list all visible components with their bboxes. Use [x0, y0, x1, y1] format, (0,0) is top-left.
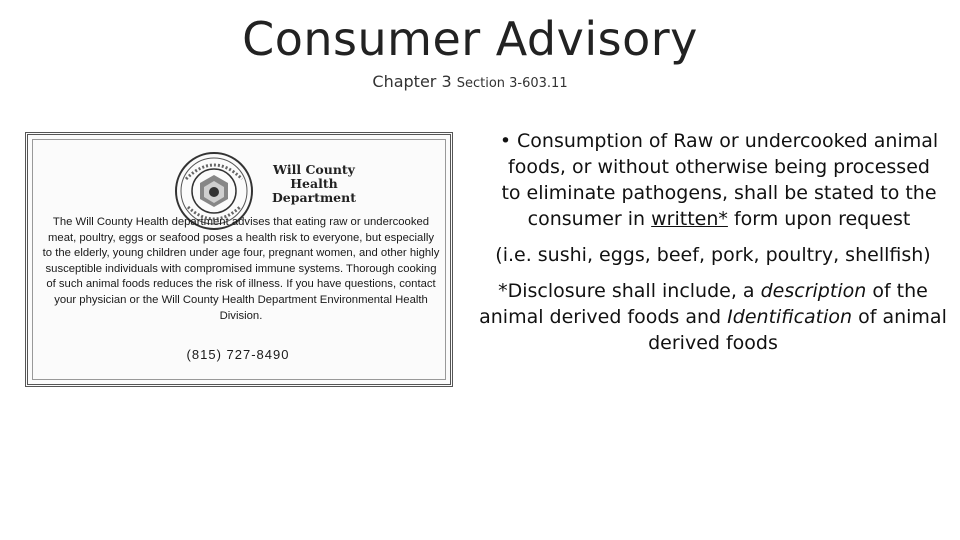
subtitle-chapter: Chapter 3	[372, 72, 452, 91]
bullet-emphasis: written*	[651, 208, 728, 230]
org-name-line2: Health	[290, 176, 338, 191]
card-phone: (815) 727-8490	[186, 347, 290, 362]
org-name-line1: Will County	[273, 162, 355, 177]
advisory-requirements	[478, 128, 948, 356]
card-advisory-text: The Will County Health department advises that eating raw or undercooked meat, poultry, eggs or seafood poses a health risk to everyone, but especially to the elderly, young children under age four, pregnant women, and other highly susceptible individuals with compromised immune systems. Thorough cooking of such animal foods reduces the risk of illness. If you have questions, contact your physician or the Will County Health Department Environmental Health Division.	[42, 216, 440, 322]
examples-text: (i.e. sushi, eggs, beef, pork, poultry, shellfish)	[495, 244, 931, 266]
disclosure-description: description	[760, 280, 867, 302]
bullet-item	[478, 128, 948, 232]
disclosure-identification: Identification	[727, 306, 853, 328]
bullet-tail: form upon request	[733, 208, 911, 230]
bullet-lead: Consumption of Raw or undercooked animal foods, or without otherwise being processed to eliminate pathogens, shall be stated to the consumer in	[501, 130, 939, 230]
disclosure-part5: of animal derived foods	[648, 306, 947, 354]
slide-subtitle	[0, 72, 940, 91]
org-name-line3: Department	[271, 190, 357, 205]
disclosure-text	[478, 278, 948, 356]
disclosure-part1: *Disclosure shall include, a	[498, 280, 755, 302]
disclosure-part3: of the animal derived foods and	[479, 280, 928, 328]
advisory-card-image	[25, 132, 453, 387]
card-org-name	[264, 163, 364, 205]
slide-title: Consumer Advisory	[242, 12, 698, 66]
subtitle-section: Section 3-603.11	[456, 76, 568, 91]
bullet-dot-icon: •	[499, 130, 512, 152]
